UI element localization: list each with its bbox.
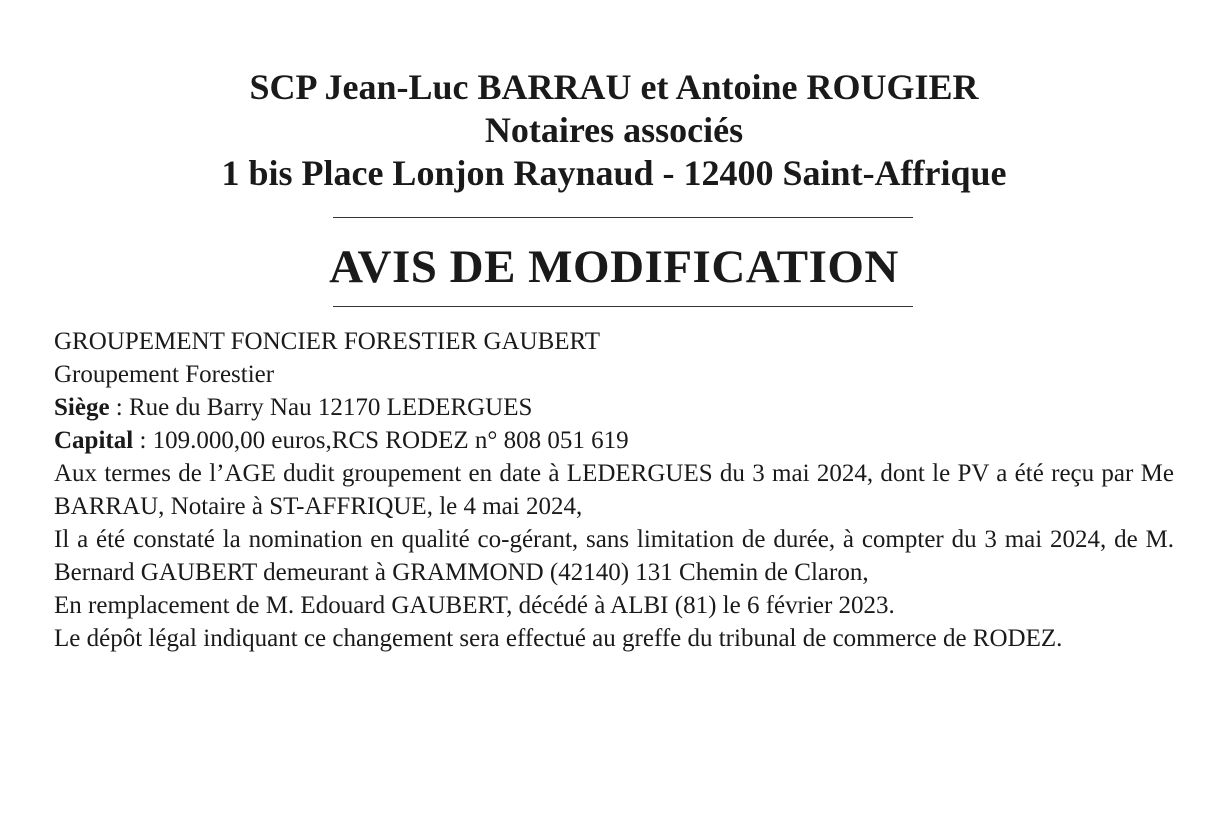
capital-line [54,424,1174,457]
paragraph-nomination: Il a été constaté la nomination en qualité co-gérant, sans limitation de durée, à compter du 3 mai 2024, de M. Bernard GAUBERT demeurant à GRAMMOND (42140) 131 Chemin de Claron, [54,526,1174,586]
company-name: GROUPEMENT FONCIER FORESTIER GAUBERT [54,328,600,355]
notary-subtitle: Notaires associés [484,110,744,150]
bottom-divider [333,306,913,307]
capital-value: : 109.000,00 euros,RCS RODEZ n° 808 051 619 [133,427,629,454]
paragraph-depot: Le dépôt légal indiquant ce changement sera effectué au greffe du tribunal de commerce de RODEZ. [54,625,1063,652]
paragraph-age: Aux termes de l’AGE dudit groupement en date à LEDERGUES du 3 mai 2024, dont le PV a été reçu par Me BARRAU, Notaire à ST-AFFRIQUE, le 4 mai 2024, [54,460,1174,520]
capital-label: Capital [54,427,134,454]
company-type: Groupement Forestier [54,361,275,388]
siege-label: Siège [54,394,110,421]
notary-address: 1 bis Place Lonjon Raynaud - 12400 Saint-Affrique [221,153,1007,193]
notary-header [0,66,1228,195]
paragraph-replacement: En remplacement de M. Edouard GAUBERT, décédé à ALBI (81) le 6 février 2023. [54,592,895,619]
siege-line [54,391,1174,424]
notice-body [54,325,1174,655]
notary-firm-name: SCP Jean-Luc BARRAU et Antoine ROUGIER [249,67,979,107]
notice-title: AVIS DE MODIFICATION [329,241,899,293]
siege-value: : Rue du Barry Nau 12170 LEDERGUES [109,394,533,421]
top-divider [333,217,913,218]
